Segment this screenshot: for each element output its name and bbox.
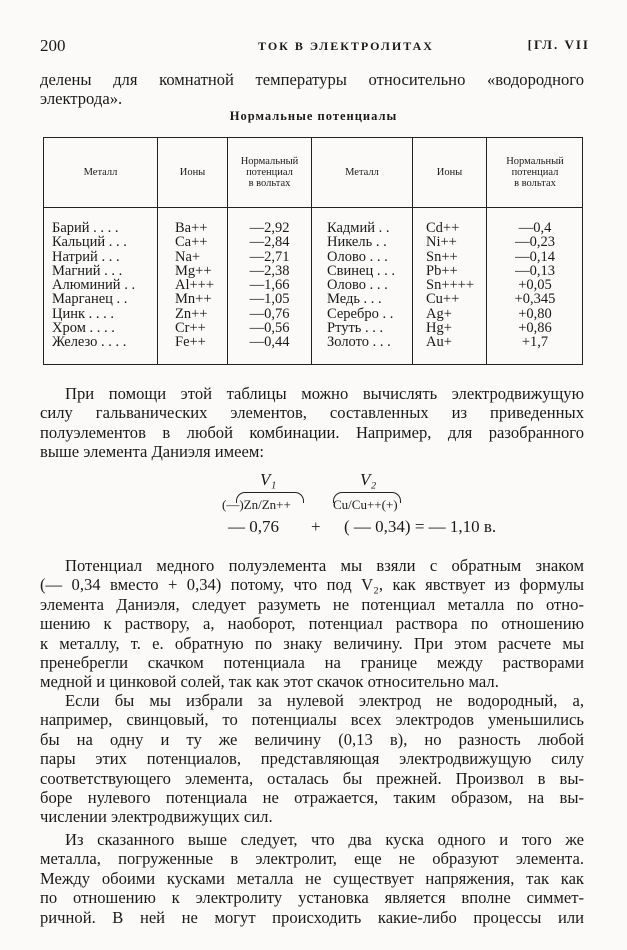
table-cell: Олово . . . [327,248,388,265]
text-line: электрода». [40,89,123,109]
page-header [40,36,590,56]
table-cell: —0,56 [249,320,290,337]
text-line: силу гальванических элементов, составленных из приведенных [40,403,584,423]
text-line: боре нулевого потенциала не отражается, таким образом, на вы- [40,788,584,808]
ion-column-right [426,221,486,350]
table-cell: Марганец . . [52,291,128,308]
table-cell: +0,86 [518,320,552,337]
table-cell: +0,05 [518,277,552,294]
table-cell: Железо . . . . [52,334,127,351]
zinc-half-cell: (—)Zn/Zn++ [222,497,291,512]
table-cell: Zn++ [175,305,208,322]
table-cell: Ртуть . . . [327,320,384,337]
zinc-potential: — 0,76 [228,517,279,536]
table-cell: Кальций . . . [52,234,127,251]
table-cell: Ag+ [426,305,452,322]
table-cell: Ni++ [426,234,457,251]
metal-column-left [52,221,156,350]
result-expression: ( — 0,34) = — 1,10 в. [344,517,497,536]
paragraph-3 [40,691,584,827]
text-line: полуэлементов в любой комбинации. Например, для разобранного [40,422,584,442]
text-line: медной и цинковой солей, так как этот скачок относительно мал. [40,672,499,692]
chapter-label: [ГЛ. VII [527,37,590,52]
paragraph-1 [40,384,584,462]
text-line: числении электродвижущих сил. [40,807,273,827]
text-line: делены для комнатной температуры относительно «водородного [40,70,584,89]
text-line: Если бы мы избрали за нулевой электрод не водородный, а, [65,691,584,710]
header-ions-left: Ионы [179,167,206,178]
table-cell: Цинк . . . . [52,305,115,322]
v1-label: V₁ [260,470,277,489]
running-title: ТОК В ЭЛЕКТРОЛИТАХ [258,39,434,53]
text-line: по отношению к электролиту установка является вполне симмет- [40,888,584,908]
header-metal-right: Металл [345,167,379,178]
table-cell: Свинец . . . [327,262,395,279]
text-line: Из сказанного выше следует, что два куска одного и того же [65,830,584,849]
table-cell: Серебро . . [327,305,394,322]
table-cell: Pb++ [426,262,458,279]
metal-column-right [327,221,412,350]
ion-column-left [175,221,227,350]
table-cell: +1,7 [521,334,549,351]
table-cell: Хром . . . . [52,320,115,337]
table-cell: —0,13 [515,262,555,279]
table-cell: Ba++ [175,220,208,236]
table-cell: Никель . . [327,234,387,251]
table-cell: Mg++ [175,262,212,279]
header-ions-right: Ионы [436,167,463,178]
potentials-table [43,137,583,365]
table-cell: —0,14 [515,248,555,265]
table-cell: +0,80 [518,305,552,322]
value-column-right [487,221,583,350]
table-cell: Медь . . . [327,291,382,308]
table-cell: Барий . . . . [52,220,119,236]
table-cell: —2,38 [249,262,290,279]
table-cell: —0,4 [518,220,552,236]
table-cell: Mn++ [175,291,212,308]
table-cell: —1,66 [249,277,290,294]
table-cell: Олово . . . [327,277,388,294]
intro-paragraph [40,70,584,109]
table-cell: Sn++ [426,248,458,265]
table-cell: —2,92 [249,220,290,236]
copper-half-cell: Cu/Cu++(+) [333,497,398,512]
table-cell: Ca++ [175,234,208,251]
text-line: бы на одну и ту же величину (0,13 в), но разность любой [40,729,584,749]
text-line: выше элемента Даниэля имеем: [40,442,265,462]
text-line: Между обоими кусками металла не существует напряжения, так как [40,868,584,888]
page-number: 200 [40,36,66,55]
text-line: пренебрегли скачком потенциала на границе между растворами [40,653,584,673]
table-cell: —2,71 [249,248,290,265]
table-cell: —0,76 [249,305,290,322]
table-cell: Cr++ [175,320,206,337]
table-cell: Fe++ [175,334,206,351]
header-potential-right: Нормальный потенциал в вольтах [506,156,564,189]
paragraph-4 [40,830,584,927]
text-line: например, свинцовый, то потенциалы всех электродов уменьшились [40,710,584,730]
text-line: соответствующего элемента, осталась бы прежней. Произвол в вы- [40,768,584,788]
text-line: ричной. В ней не могут происходить какие-либо процессы или [40,907,584,927]
header-metal-left: Металл [83,167,118,178]
table-cell: —0,23 [515,234,555,251]
v2-label: V₂ [360,470,377,489]
table-cell: Золото . . . [327,334,391,351]
text-line: элемента Даниэля, следует разуметь не потенциал металла по отно- [40,594,584,614]
text-line: (— 0,34 вместо + 0,34) потому, что под V₂, как явствует из формулы [40,575,584,595]
text-line: При помощи этой таблицы можно вычислять электродвижущую [65,384,584,403]
table-cell: Na+ [175,248,201,265]
text-line: металла, погруженные в электролит, еще не образуют элемента. [40,849,584,869]
table-cell: Au+ [426,334,452,351]
table-cell: Натрий . . . [52,248,120,265]
table-cell: —0,44 [249,334,290,351]
paragraph-2 [40,556,584,692]
text-line: шению к раствору, а, наоборот, потенциал раствора по отношению [40,614,584,634]
value-column-left [228,221,311,350]
table-cell: Cu++ [426,291,460,308]
table-cell: Sn++++ [426,277,475,294]
table-cell: Алюминий . . [52,277,136,294]
table-cell: —2,84 [249,234,290,251]
text-line: Потенциал медного полуэлемента мы взяли с обратным знаком [65,556,584,575]
text-line: к металлу, т. е. обратную по знаку величину. При этом расчете мы [40,633,584,653]
table-cell: Cd++ [426,220,460,236]
plus-sign: + [311,517,321,536]
table-title: Нормальные потенциалы [229,109,398,123]
table-cell: Магний . . . [52,262,123,279]
table-cell: Al+++ [175,277,215,294]
text-line: пары этих потенциалов, представляющая электродвижущую силу [40,749,584,769]
table-cell: +0,345 [514,291,556,308]
table-cell: —1,05 [249,291,290,308]
table-cell: Кадмий . . [327,220,390,236]
header-potential-left: Нормальный потенциал в вольтах [240,156,299,189]
table-cell: Hg+ [426,320,452,337]
